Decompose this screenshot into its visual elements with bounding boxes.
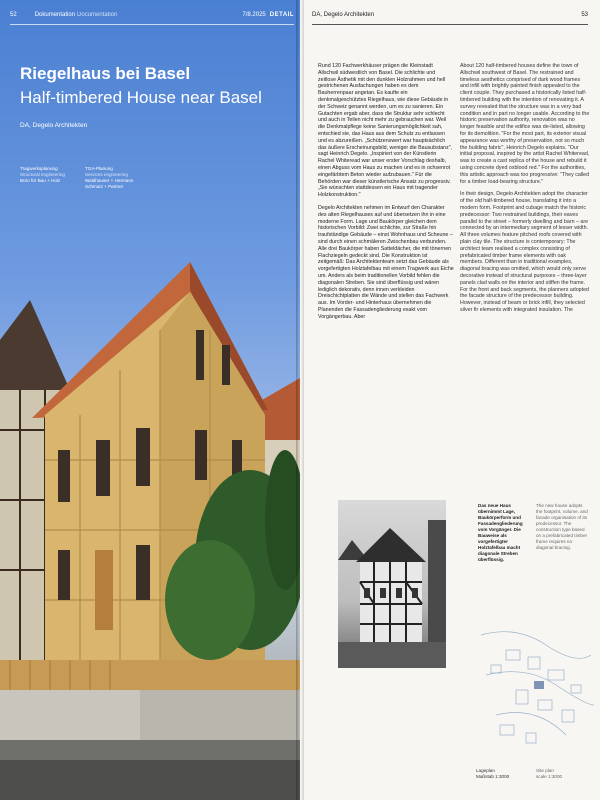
left-header [10, 12, 294, 18]
header-rule [10, 24, 294, 25]
issue-date: 7/8.2025 [242, 12, 266, 18]
section-label: Dokumentation [34, 12, 76, 18]
credits [20, 166, 140, 190]
site-plan [476, 615, 596, 765]
paragraph: Degelo Architekten nehmen im Entwurf den Charakter des alten Riegelhauses auf und übersetzen ihn in eine moderne Form. Lage und Baukörper gleichen dem historischen Vorbild: Zwei schlichte, zur Straße hin traufständige Gebäude – einst Wohnhaus und Scheune – sind durch einen schmäleren Zwischenbau verbunden. Alle drei Baukörper haben Satteldächer, die mit tönernen Flachziegeln gedeckt sind. Die Konstruktion ist zeitgemäß: Das Architektenteam setzt das Gebäude als vorgefertigten Holztafelbau mit einem Tragwerk aus Eiche um. Anders als beim traditionellen Vorbild fehlen die diagonalen Streben. Sie sind überflüssig und wären lediglich dekorativ, denn innen verkleiden Dreischichtplatten die Wände und stellen das Fachwerk aus. Im Vorder- und Hinterhaus übernehmen die Planenden die Fassadengliederung exakt vom Vorgängerbau. Aber [318, 204, 454, 320]
credit-label: Tragwerksplanung [20, 166, 58, 171]
left-page-number: 52 [10, 12, 17, 18]
right-section-label: DA, Degelo Architekten [312, 12, 375, 18]
paragraph: In their design, Degelo Architekten adopt the character of the old half-timbered house, translating it into a modern form. Footprint and cubage match the historic predecessor: Two restrained buildings, their eaves parallel to the street – formerly dwelling and barn – are connected by an intermediary segment of lesser width. All three volumes feature pitched roofs covered with plain clay tile. The structure is contemporary: The architect team realised a complex consisting of prefabricated timber frame elements with oak members. Different than in traditional examples, diagonal bracing was omitted, which would only serve decorative instead of structural purposes – three-layer panels clad walls on the interior and stiffen the frame. For the front and back segments, the planners adopted the facade structure of the predecessor building. However, instead of beam or brick infill, they selected silver fir elements with integrated insulation. The [460, 191, 589, 313]
paragraph: Rund 120 Fachwerkhäuser prägen die Kleinstadt Allschwil südwestlich von Basel. Die schlichte und zeitlose Ästhetik mit den dunklen Holzrahmen und hell gestrichenen Ausfachungen haben es dem Bauherrenpaar angetan. Es kaufte ein denkmalgeschütztes Riegelhaus, wie diese Gebäude in der Schweiz genannt werden, um es zu sanieren. Ein Gutachten ergab aber, dass die Struktur sehr schlecht und auch in Teilen nicht mehr zu gebrauchen war. Weil die Denkmalpflege keine Sanierungsmöglichkeit sah, entschied sie, das Haus aus dem Schutz zu entlassen und es abzureißen. „Schützenswert war hauptsächlich das äußere Erscheinungsbild, weniger die Bausubstanz", sagt Heinrich Degelo. „Inspiriert von der Künstlerin Rachel Whiteread war unser erster Vorschlag deshalb, einen Abguss vom Haus zu machen und es in ochsenrot eingefärbtem Beton wieder aufzubauen." Für die Behörden war dieser künstlerische Ansatz zu progressiv. „Sie wünschten stattdessen ein Haus mit tragender Holzkonstruktion." [318, 63, 453, 199]
plan-label-en: Site plan [536, 768, 554, 773]
body-text-en [460, 63, 590, 320]
right-page-number: 53 [581, 12, 588, 18]
caption-en: The new house adopts the footprint, volume, and facade organisation of its predecessor. The construction type based on a prefabricated timber frame requires no diagonal bracing. [536, 503, 588, 550]
header-rule [312, 24, 588, 25]
magazine-logo: DETAIL [269, 12, 294, 18]
credit-services [85, 166, 140, 190]
spine-gutter [296, 0, 304, 800]
credit-label-en: Services engineering [85, 172, 128, 177]
site-plan-caption-en [536, 768, 562, 780]
credit-structural [20, 166, 75, 190]
plan-scale-en: scale 1:3000 [536, 774, 563, 779]
historic-photo [338, 500, 446, 668]
article-title-en: Half-timbered House near Basel [20, 88, 262, 107]
historic-house-image [338, 500, 446, 668]
section-label-en: Documentation [77, 12, 118, 18]
credit-value: Büro für Bau + Holz [20, 178, 61, 183]
site-plan-caption-de [476, 768, 509, 780]
credit-value: Waldhauser + Hermann Schmutz + Partner [85, 178, 134, 189]
right-page [300, 0, 600, 800]
plan-scale: Maßstab 1:3000 [476, 774, 510, 779]
body-text-de [318, 63, 454, 326]
architect-name: DA, Degelo Architekten [20, 122, 88, 129]
plan-label: Lageplan [476, 768, 495, 773]
paragraph: About 120 half-timbered houses define the town of Allschwil southwest of Basel. The restrained and timeless aesthetics comprised of dark wood frames and infill with brightly painted finish appealed to the client couple. They purchased a historically listed half-timbered building with the intention of renovating it. A survey revealed that the structure was in a very bad condition and in part no longer usable. According to the historic preservation authority, renovation was no longer feasible and the edifice was de-listed, allowing for its demolition. "For the most part, its exterior visual appearance was worthy of preservation, not so much the building fabric", Heinrich Degelo explains. "Our initial proposal, inspired by the artist Rachel Whiteread, was to create a cast replica of the house and rebuild it using concrete dyed oxblood red." For the authorities, this artistic approach was too progressive: "They called for a timber load-bearing structure." [460, 63, 590, 185]
right-header [312, 12, 588, 18]
credit-label-en: Structural engineering [20, 172, 65, 177]
caption-de: Das neue Haus übernimmt Lage, Baukörperform und Fassadengliederung vom Vorgänger. Die Bauweise als vorgefertigter Holztafelbau macht diagonale Streben überflüssig. [478, 503, 523, 562]
credit-label: TGA-Planung [85, 166, 113, 171]
article-title: Riegelhaus bei Basel [20, 64, 191, 83]
